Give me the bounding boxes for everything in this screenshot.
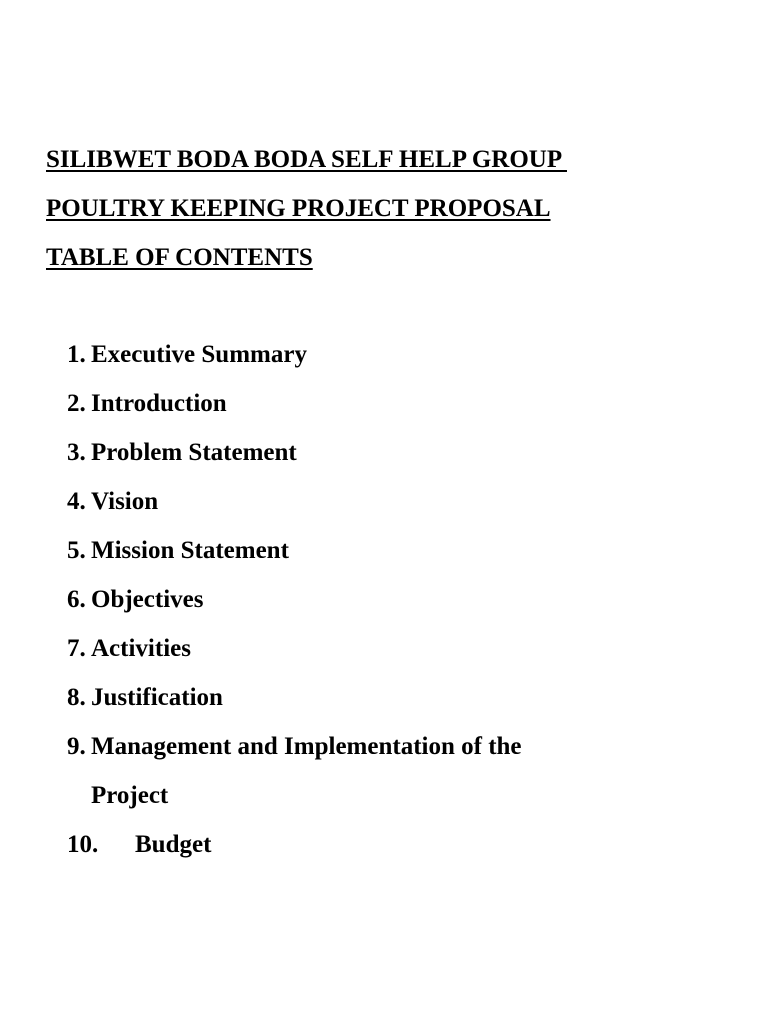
toc-item-label: Mission Statement — [91, 537, 289, 564]
title-line-group-name — [46, 145, 567, 175]
toc-item-vision — [67, 487, 158, 517]
title-line-table-of-contents — [46, 243, 313, 273]
toc-item-label: Introduction — [91, 390, 227, 417]
toc-item-label-continuation: Project — [91, 782, 169, 809]
toc-item-activities — [67, 634, 191, 664]
title-line-project-name — [46, 194, 551, 224]
toc-item-number: 4. — [67, 488, 86, 515]
toc-item-number: 1. — [67, 341, 86, 368]
toc-item-label: Budget — [135, 831, 212, 858]
toc-item-number: 5. — [67, 537, 86, 564]
title-text-1: SILIBWET BODA BODA SELF HELP GROUP — [46, 146, 567, 173]
title-text-3: TABLE OF CONTENTS — [46, 244, 313, 271]
toc-item-label: Problem Statement — [91, 439, 297, 466]
toc-item-label: Objectives — [91, 586, 204, 613]
toc-item-label: Management and Implementation of the — [91, 733, 522, 760]
toc-item-mission-statement — [67, 536, 289, 566]
toc-item-number: 8. — [67, 684, 86, 711]
toc-item-justification — [67, 683, 223, 713]
toc-item-label: Executive Summary — [91, 341, 307, 368]
toc-item-number: 3. — [67, 439, 86, 466]
toc-item-budget — [67, 830, 211, 860]
toc-item-executive-summary — [67, 340, 307, 370]
toc-item-number: 2. — [67, 390, 86, 417]
toc-item-label: Activities — [91, 635, 191, 662]
toc-item-objectives — [67, 585, 203, 615]
toc-item-introduction — [67, 389, 227, 419]
toc-item-number: 10. — [67, 831, 99, 858]
toc-item-label: Vision — [91, 488, 159, 515]
toc-item-problem-statement — [67, 438, 297, 468]
toc-item-number: 9. — [67, 733, 86, 760]
toc-item-number: 6. — [67, 586, 86, 613]
title-text-2: POULTRY KEEPING PROJECT PROPOSAL — [46, 195, 551, 222]
toc-item-number: 7. — [67, 635, 86, 662]
toc-item-management-and-implementation — [67, 732, 522, 762]
toc-item-label: Justification — [91, 684, 223, 711]
